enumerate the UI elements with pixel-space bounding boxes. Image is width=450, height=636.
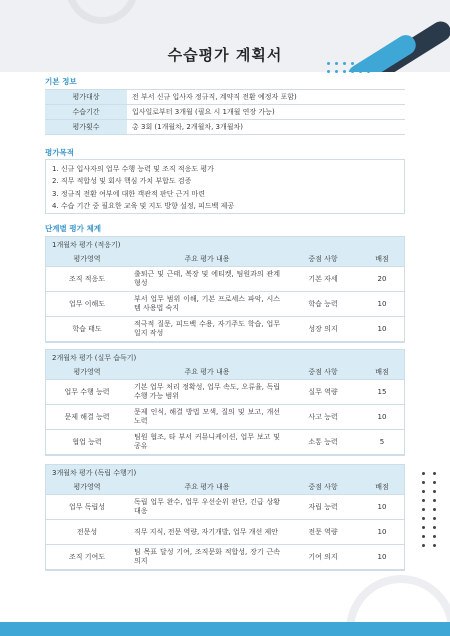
col-header-focus: 중점 사항 <box>286 365 360 380</box>
cell-content: 적극적 질문, 피드백 수용, 자기주도 학습, 업무 일지 작성 <box>128 317 286 342</box>
stage-block <box>45 236 405 343</box>
table-row <box>46 405 404 430</box>
stage-block-title: 1개월차 평가 (적응기) <box>46 237 404 252</box>
col-header-weight: 배점 <box>360 480 404 495</box>
cell-area: 업무 이해도 <box>46 292 128 317</box>
cell-focus: 사고 능력 <box>286 405 360 430</box>
cell-content: 독립 업무 완수, 업무 우선순위 판단, 긴급 상황 대응 <box>128 495 286 520</box>
col-header-area: 평가영역 <box>46 252 128 267</box>
info-value: 입사일로부터 3개월 (필요 시 1개월 연장 가능) <box>127 105 405 120</box>
stage-block-title: 2개월차 평가 (실무 습득기) <box>46 350 404 365</box>
footer-band <box>0 622 450 636</box>
info-key: 평가횟수 <box>45 120 127 135</box>
col-header-content: 주요 평가 내용 <box>128 365 286 380</box>
list-item: 1. 신규 입사자의 업무 수행 능력 및 조직 적응도 평가 <box>52 165 214 173</box>
cell-focus: 기본 자세 <box>286 267 360 292</box>
cell-area: 전문성 <box>46 520 128 545</box>
table-row <box>46 267 404 292</box>
col-header-focus: 중점 사항 <box>286 480 360 495</box>
table-row <box>46 430 404 455</box>
cell-weight: 5 <box>360 430 404 455</box>
col-header-content: 주요 평가 내용 <box>128 252 286 267</box>
cell-area: 협업 능력 <box>46 430 128 455</box>
cell-weight: 10 <box>360 292 404 317</box>
cell-content: 직무 지식, 전문 역량, 자기개발, 업무 개선 제안 <box>128 520 286 545</box>
section-label-purpose: 평가목적 <box>45 148 74 157</box>
list-item: 2. 직무 적합성 및 회사 핵심 가치 부합도 검증 <box>52 177 192 186</box>
cell-focus: 학습 능력 <box>286 292 360 317</box>
cell-weight: 10 <box>360 405 404 430</box>
cell-area: 문제 해결 능력 <box>46 405 128 430</box>
info-value: 총 3회 (1개월차, 2개월차, 3개월차) <box>127 120 405 135</box>
table-row <box>46 292 404 317</box>
section-label-basic-info: 기본 정보 <box>45 77 77 86</box>
stage-block-title: 3개월차 평가 (독립 수행기) <box>46 465 404 480</box>
purpose-list <box>45 159 405 214</box>
cell-content: 팀원 협조, 타 부서 커뮤니케이션, 업무 보고 및 공유 <box>128 430 286 455</box>
cell-weight: 15 <box>360 380 404 405</box>
cell-content: 기본 업무 처리 정확성, 업무 속도, 오류율, 독립 수행 가능 범위 <box>128 380 286 405</box>
table-row <box>46 520 404 545</box>
cell-area: 조직 적응도 <box>46 267 128 292</box>
cell-weight: 20 <box>360 267 404 292</box>
stage-block <box>45 349 405 456</box>
col-header-area: 평가영역 <box>46 365 128 380</box>
basic-info-table <box>45 89 405 135</box>
cell-area: 학습 태도 <box>46 317 128 342</box>
table-row <box>46 380 404 405</box>
col-header-weight: 배점 <box>360 365 404 380</box>
cell-weight: 10 <box>360 495 404 520</box>
table-row <box>45 90 405 105</box>
info-value: 전 부서 신규 입사자 정규직, 계약직 전환 예정자 포함) <box>127 90 405 105</box>
cell-focus: 성장 의지 <box>286 317 360 342</box>
document-title: 수습평가 계획서 <box>167 46 283 64</box>
cell-focus: 소통 능력 <box>286 430 360 455</box>
stage-block <box>45 464 405 571</box>
stage-table <box>46 365 404 455</box>
cell-area: 업무 독립성 <box>46 495 128 520</box>
table-header-row <box>46 365 404 380</box>
cell-weight: 10 <box>360 520 404 545</box>
cell-focus: 전문 역량 <box>286 520 360 545</box>
cell-content: 출퇴근 및 근태, 복장 및 에티켓, 팀원과의 관계 형성 <box>128 267 286 292</box>
list-item: 4. 수습 기간 중 필요한 교육 및 지도 방향 설정, 피드백 제공 <box>52 201 235 210</box>
col-header-weight: 배점 <box>360 252 404 267</box>
info-key: 수습기간 <box>45 105 127 120</box>
table-row <box>46 495 404 520</box>
col-header-area: 평가영역 <box>46 480 128 495</box>
col-header-content: 주요 평가 내용 <box>128 480 286 495</box>
decorative-ring <box>66 0 138 24</box>
cell-area: 조직 기여도 <box>46 545 128 570</box>
info-key: 평가대상 <box>45 90 127 105</box>
table-row <box>46 545 404 570</box>
col-header-focus: 중점 사항 <box>286 252 360 267</box>
section-label-stages: 단계별 평가 체계 <box>45 224 101 233</box>
cell-weight: 10 <box>360 545 404 570</box>
cell-focus: 자립 능력 <box>286 495 360 520</box>
cell-weight: 10 <box>360 317 404 342</box>
decorative-dots-side <box>422 472 436 547</box>
stage-table <box>46 252 404 342</box>
table-row <box>45 120 405 135</box>
stage-table <box>46 480 404 570</box>
cell-content: 부서 업무 범위 이해, 기본 프로세스 파악, 시스템 사용법 숙지 <box>128 292 286 317</box>
cell-focus: 실무 역량 <box>286 380 360 405</box>
table-row <box>45 105 405 120</box>
table-row <box>46 317 404 342</box>
list-item: 3. 정규직 전환 여부에 대한 객관적 판단 근거 마련 <box>52 189 205 198</box>
cell-content: 팀 목표 달성 기여, 조직문화 적합성, 장기 근속 의지 <box>128 545 286 570</box>
cell-area: 업무 수행 능력 <box>46 380 128 405</box>
cell-content: 문제 인식, 해결 방법 모색, 질의 및 보고, 개선 노력 <box>128 405 286 430</box>
table-header-row <box>46 252 404 267</box>
table-header-row <box>46 480 404 495</box>
cell-focus: 기여 의지 <box>286 545 360 570</box>
